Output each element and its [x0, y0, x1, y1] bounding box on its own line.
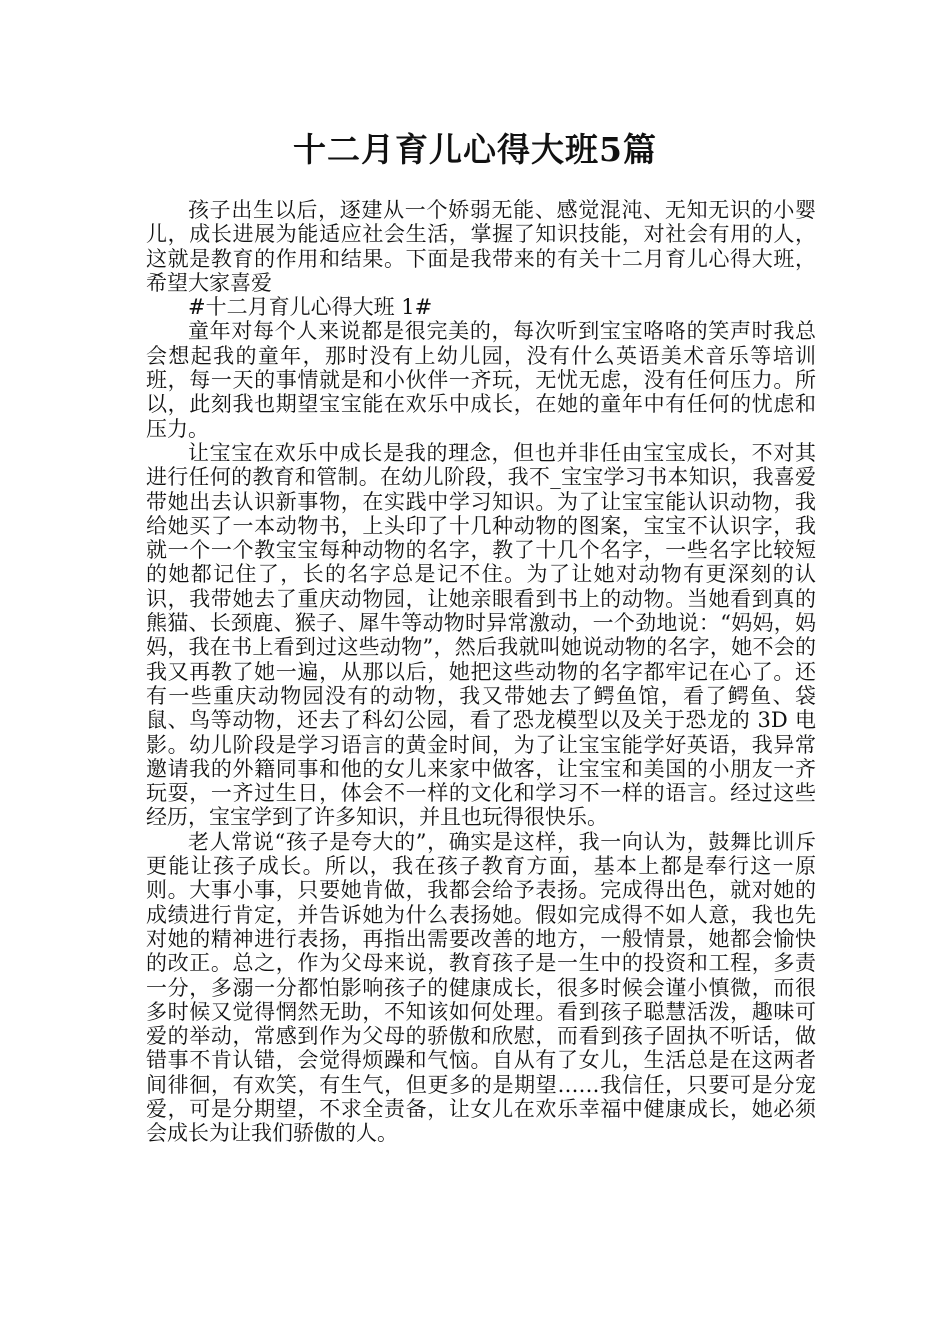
section-heading: #十二月育儿心得大班 1# — [188, 295, 433, 320]
paragraph-happy-growth: 让宝宝在欢乐中成长是我的理念，但也并非任由宝宝成长，不对其进行任何的教育和管制。在幼儿阶段，我不_宝宝学习书本知识，我喜爱带她出去认识新事物，在实践中学习知识。为了让宝宝能认识动物，我给她买了一本动物书，上头印了十几种动物的图案，宝宝不认识字，我就一个一个教宝宝每种动物的名字，教了十几个名字，一些名字比较短的她都记住了，长的名字总是记不住。为了让她对动物有更深刻的认识，我带她去了重庆动物园，让她亲眼看到书上的动物。当她看到真的熊猫、长颈鹿、猴子、犀牛等动物时异常激动，一个劲地说：“妈妈，妈妈，我在书上看到过这些动物”，然后我就叫她说动物的名字，她不会的我又再教了她一遍，从那以后，她把这些动物的名字都牢记在心了。还有一些重庆动物园没有的动物，我又带她去了鳄鱼馆，看了鳄鱼、袋鼠、鸟等动物，还去了科幻公园，看了恐龙模型以及关于恐龙的 3D 电影。幼儿阶段是学习语言的黄金时间，为了让宝宝能学好英语，我异常邀请我的外籍同事和他的女儿来家中做客，让宝宝和美国的小朋友一齐玩耍，一齐过生日，体会不一样的文化和学习不一样的语言。经过这些经历，宝宝学到了许多知识，并且也玩得很快乐。 — [146, 440, 816, 830]
paragraph-childhood: 童年对每个人来说都是很完美的，每次听到宝宝咯咯的笑声时我总会想起我的童年，那时没有上幼儿园，没有什么英语美术音乐等培训班，每一天的事情就是和小伙伴一齐玩，无忧无虑，没有任何压力。所以，此刻我也期望宝宝能在欢乐中成长，在她的童年中有任何的忧虑和压力。 — [146, 319, 816, 441]
paragraph-intro: 孩子出生以后，逐建从一个娇弱无能、感觉混沌、无知无识的小婴儿，成长进展为能适应社会生活，掌握了知识技能，对社会有用的人，这就是教育的作用和结果。下面是我带来的有关十二月育儿心得大班，希望大家喜爱 — [146, 198, 816, 295]
document-body — [146, 198, 816, 1146]
paragraph-encouragement: 老人常说“孩子是夸大的”，确实是这样，我一向认为，鼓舞比训斥更能让孩子成长。所以，我在孩子教育方面，基本上都是奉行这一原则。大事小事，只要她肯做，我都会给予表扬。完成得出色，就对她的成绩进行肯定，并告诉她为什么表扬她。假如完成得不如人意，我也先对她的精神进行表扬，再指出需要改善的地方，一般情景，她都会愉快的改正。总之，作为父母来说，教育孩子是一生中的投资和工程，多责一分，多溺一分都怕影响孩子的健康成长，很多时候会谨小慎微，而很多时候又觉得惘然无助，不知该如何处理。看到孩子聪慧活泼，趣味可爱的举动，常感到作为父母的骄傲和欣慰，而看到孩子固执不听话，做错事不肯认错，会觉得烦躁和气恼。自从有了女儿，生活总是在这两者间徘徊，有欢笑，有生气，但更多的是期望……我信任，只要可是分宠爱，可是分期望，不求全责备，让女儿在欢乐幸福中健康成长，她必须会成长为让我们骄傲的人。 — [146, 829, 816, 1146]
document-title: 十二月育儿心得大班5篇 — [293, 130, 657, 169]
